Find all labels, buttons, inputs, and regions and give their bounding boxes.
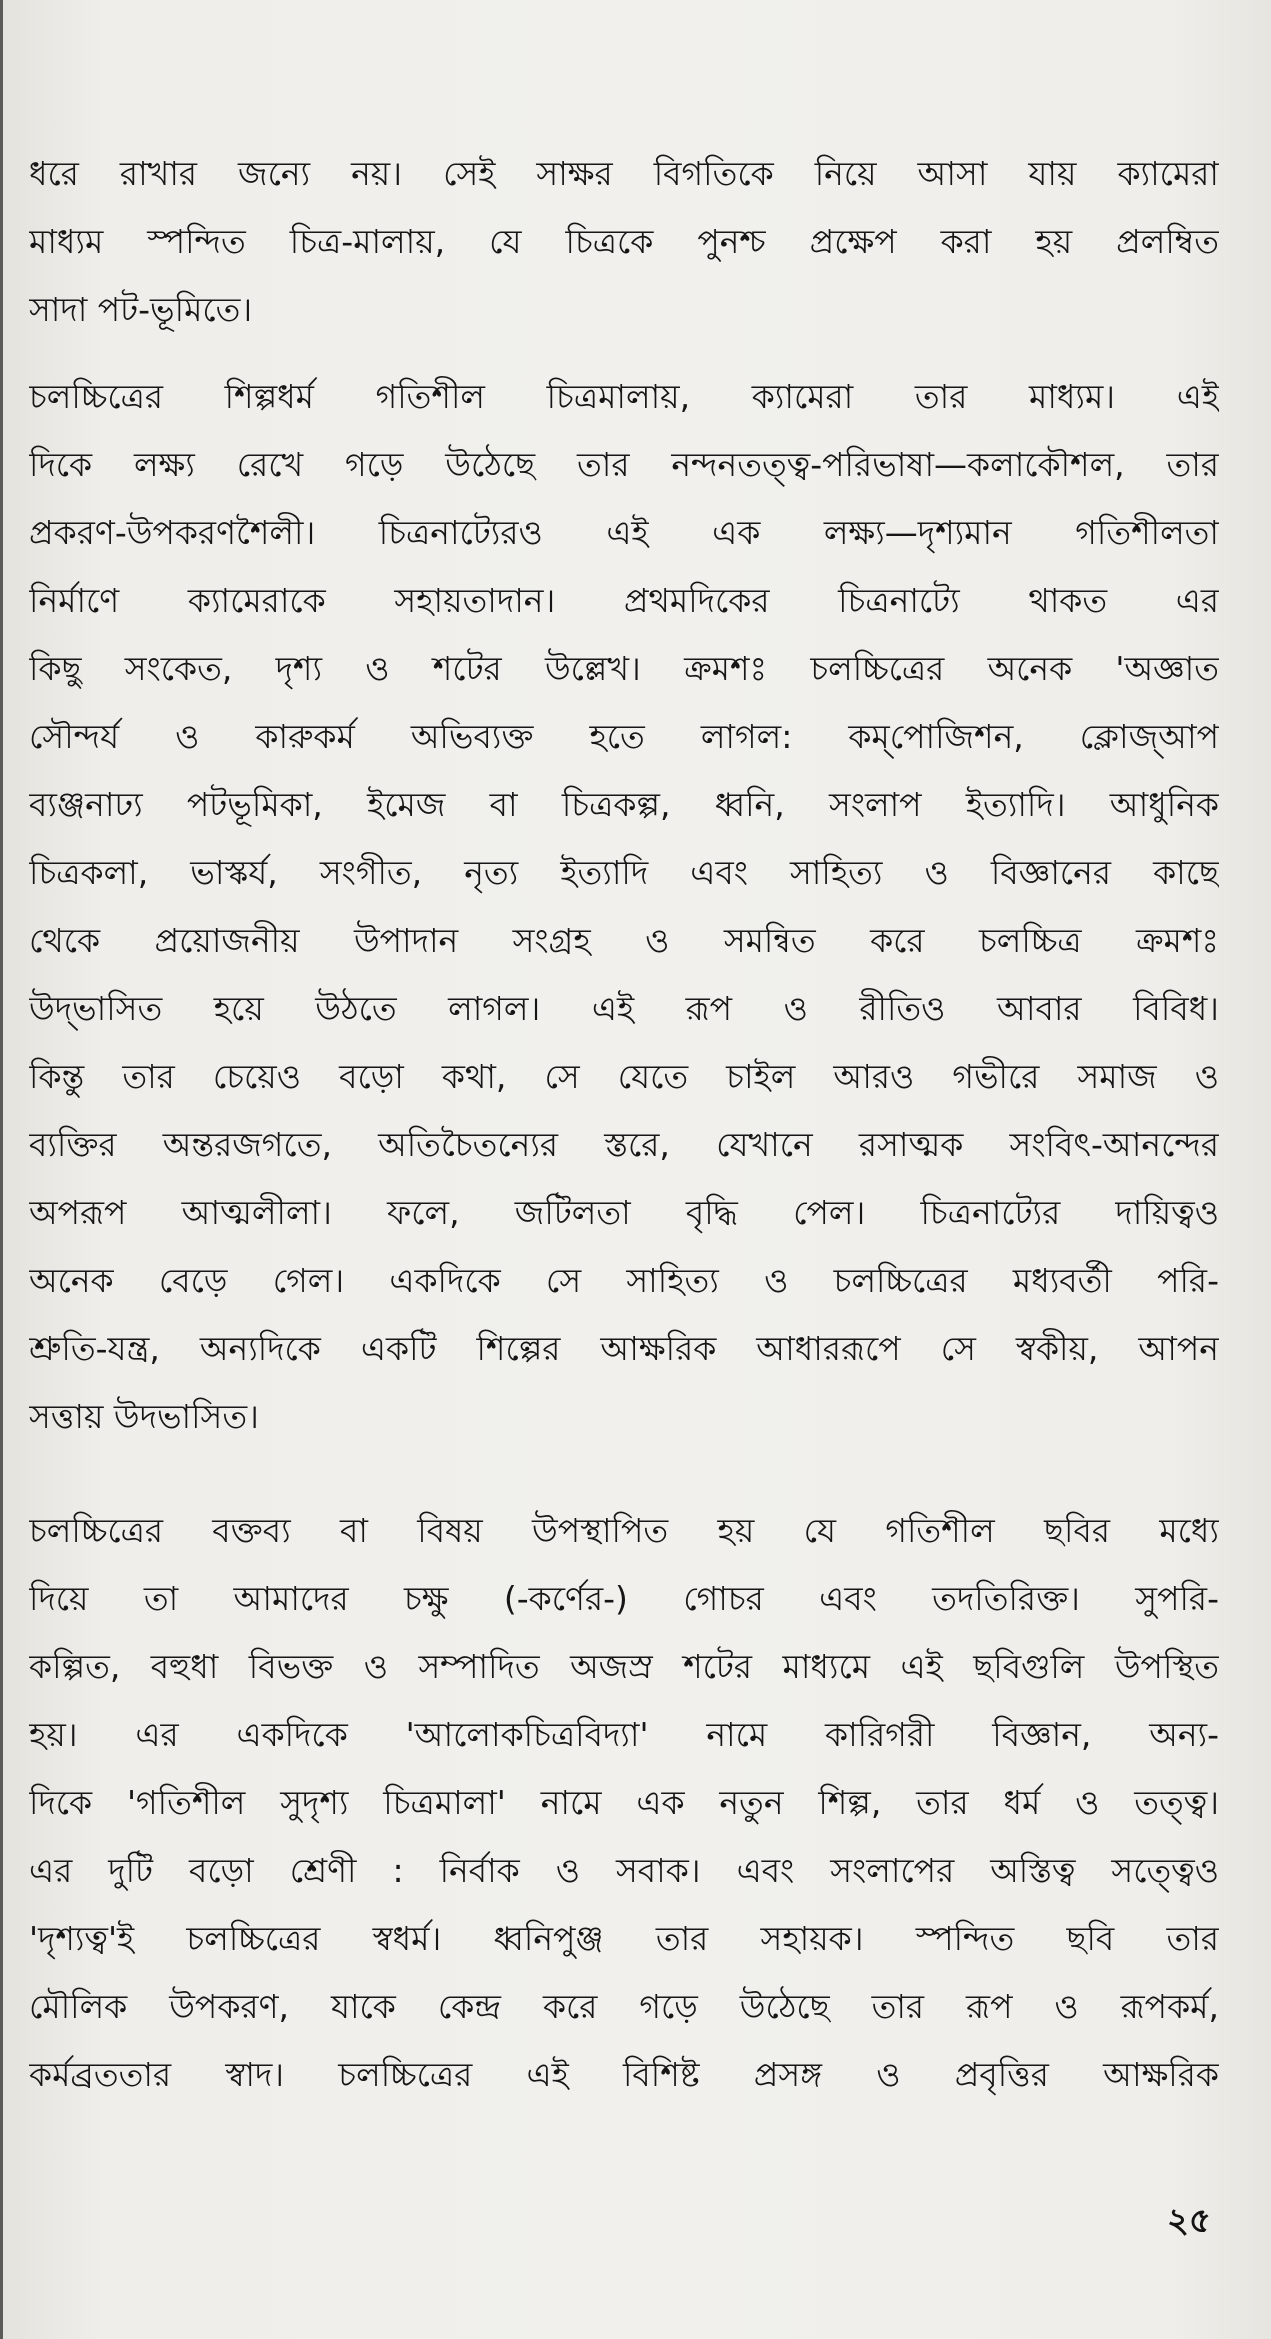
text-line: চিত্রকলা, ভাস্কর্য, সংগীত, নৃত্য ইত্যাদি এবং সাহিত্য ও বিজ্ঞানের কাছে [29, 853, 1219, 892]
text-line: ব্যক্তির অন্তরজগতে, অতিচৈতন্যের স্তরে, যেখানে রসাত্মক সংবিৎ-আনন্দের [29, 1125, 1219, 1164]
text-line: সাদা পট-ভূমিতে। [29, 290, 253, 329]
text-line: চলচ্চিত্রের শিল্পধর্ম গতিশীল চিত্রমালায়, ক্যামেরা তার মাধ্যম। এই [29, 377, 1219, 416]
text-line: এর দুটি বড়ো শ্রেণী : নির্বাক ও সবাক। এবং সংলাপের অস্তিত্ব সত্ত্বেও [29, 1851, 1219, 1890]
text-line: কিন্তু তার চেয়েও বড়ো কথা, সে যেতে চাইল আরও গভীরে সমাজ ও [29, 1057, 1219, 1096]
text-line: ব্যঞ্জনাঢ্য পটভূমিকা, ইমেজ বা চিত্রকল্প, ধ্বনি, সংলাপ ইত্যাদি। আধুনিক [29, 785, 1219, 824]
text-line: চলচ্চিত্রের বক্তব্য বা বিষয় উপস্থাপিত হয় যে গতিশীল ছবির মধ্যে [29, 1511, 1219, 1550]
text-line: প্রকরণ-উপকরণশৈলী। চিত্রনাট্যেরও এই এক লক্ষ্য—দৃশ্যমান গতিশীলতা [29, 513, 1219, 552]
text-line: হয়। এর একদিকে 'আলোকচিত্রবিদ্যা' নামে কারিগরী বিজ্ঞান, অন্য- [29, 1715, 1219, 1754]
text-line: দিয়ে তা আমাদের চক্ষু (-কর্ণের-) গোচর এবং তদতিরিক্ত। সুপরি- [29, 1579, 1219, 1618]
paragraph-3 [29, 1497, 1219, 2109]
text-line: দিকে 'গতিশীল সুদৃশ্য চিত্রমালা' নামে এক নতুন শিল্প, তার ধর্ম ও তত্ত্ব। [29, 1783, 1219, 1822]
text-line: অনেক বেড়ে গেল। একদিকে সে সাহিত্য ও চলচ্চিত্রের মধ্যবর্তী পরি- [29, 1261, 1219, 1300]
text-line: কর্মব্রততার স্বাদ। চলচ্চিত্রের এই বিশিষ্ট প্রসঙ্গ ও প্রবৃত্তির আক্ষরিক [29, 2055, 1219, 2094]
text-line: কল্পিত, বহুধা বিভক্ত ও সম্পাদিত অজস্র শটের মাধ্যমে এই ছবিগুলি উপস্থিত [29, 1647, 1219, 1686]
text-line: কিছু সংকেত, দৃশ্য ও শটের উল্লেখ। ক্রমশঃ চলচ্চিত্রের অনেক 'অজ্ঞাত [29, 649, 1219, 688]
text-line: উদ্‌ভাসিত হয়ে উঠতে লাগল। এই রূপ ও রীতিও আবার বিবিধ। [29, 989, 1219, 1028]
paragraph-2 [29, 363, 1219, 1451]
text-line: শ্রুতি-যন্ত্র, অন্যদিকে একটি শিল্পের আক্ষরিক আধাররূপে সে স্বকীয়, আপন [29, 1329, 1219, 1368]
text-line: থেকে প্রয়োজনীয় উপাদান সংগ্রহ ও সমন্বিত করে চলচ্চিত্র ক্রমশঃ [29, 921, 1219, 960]
text-line: মৌলিক উপকরণ, যাকে কেন্দ্র করে গড়ে উঠেছে তার রূপ ও রূপকর্ম, [29, 1987, 1219, 2026]
text-line: দিকে লক্ষ্য রেখে গড়ে উঠেছে তার নন্দনতত্ত্ব-পরিভাষা—কলাকৌশল, তার [29, 445, 1219, 484]
page-number: ২৫ [1166, 2201, 1211, 2241]
paragraph-1 [29, 140, 1219, 344]
text-line: সৌন্দর্য ও কারুকর্ম অভিব্যক্ত হতে লাগল: কম্‌পোজিশন, ক্লোজ্‌আপ [29, 717, 1219, 756]
text-line: ধরে রাখার জন্যে নয়। সেই সাক্ষর বিগতিকে নিয়ে আসা যায় ক্যামেরা [29, 154, 1219, 193]
text-line: সত্তায় উদভাসিত। [29, 1397, 259, 1436]
text-line: 'দৃশ্যত্ব'ই চলচ্চিত্রের স্বধর্ম। ধ্বনিপুঞ্জ তার সহায়ক। স্পন্দিত ছবি তার [29, 1919, 1219, 1958]
text-line: নির্মাণে ক্যামেরাকে সহায়তাদান। প্রথমদিকের চিত্রনাট্যে থাকত এর [29, 581, 1219, 620]
text-line: অপরূপ আত্মলীলা। ফলে, জটিলতা বৃদ্ধি পেল। চিত্রনাট্যের দায়িত্বও [29, 1193, 1219, 1232]
text-line: মাধ্যম স্পন্দিত চিত্র-মালায়, যে চিত্রকে পুনশ্চ প্রক্ষেপ করা হয় প্রলম্বিত [29, 222, 1219, 261]
